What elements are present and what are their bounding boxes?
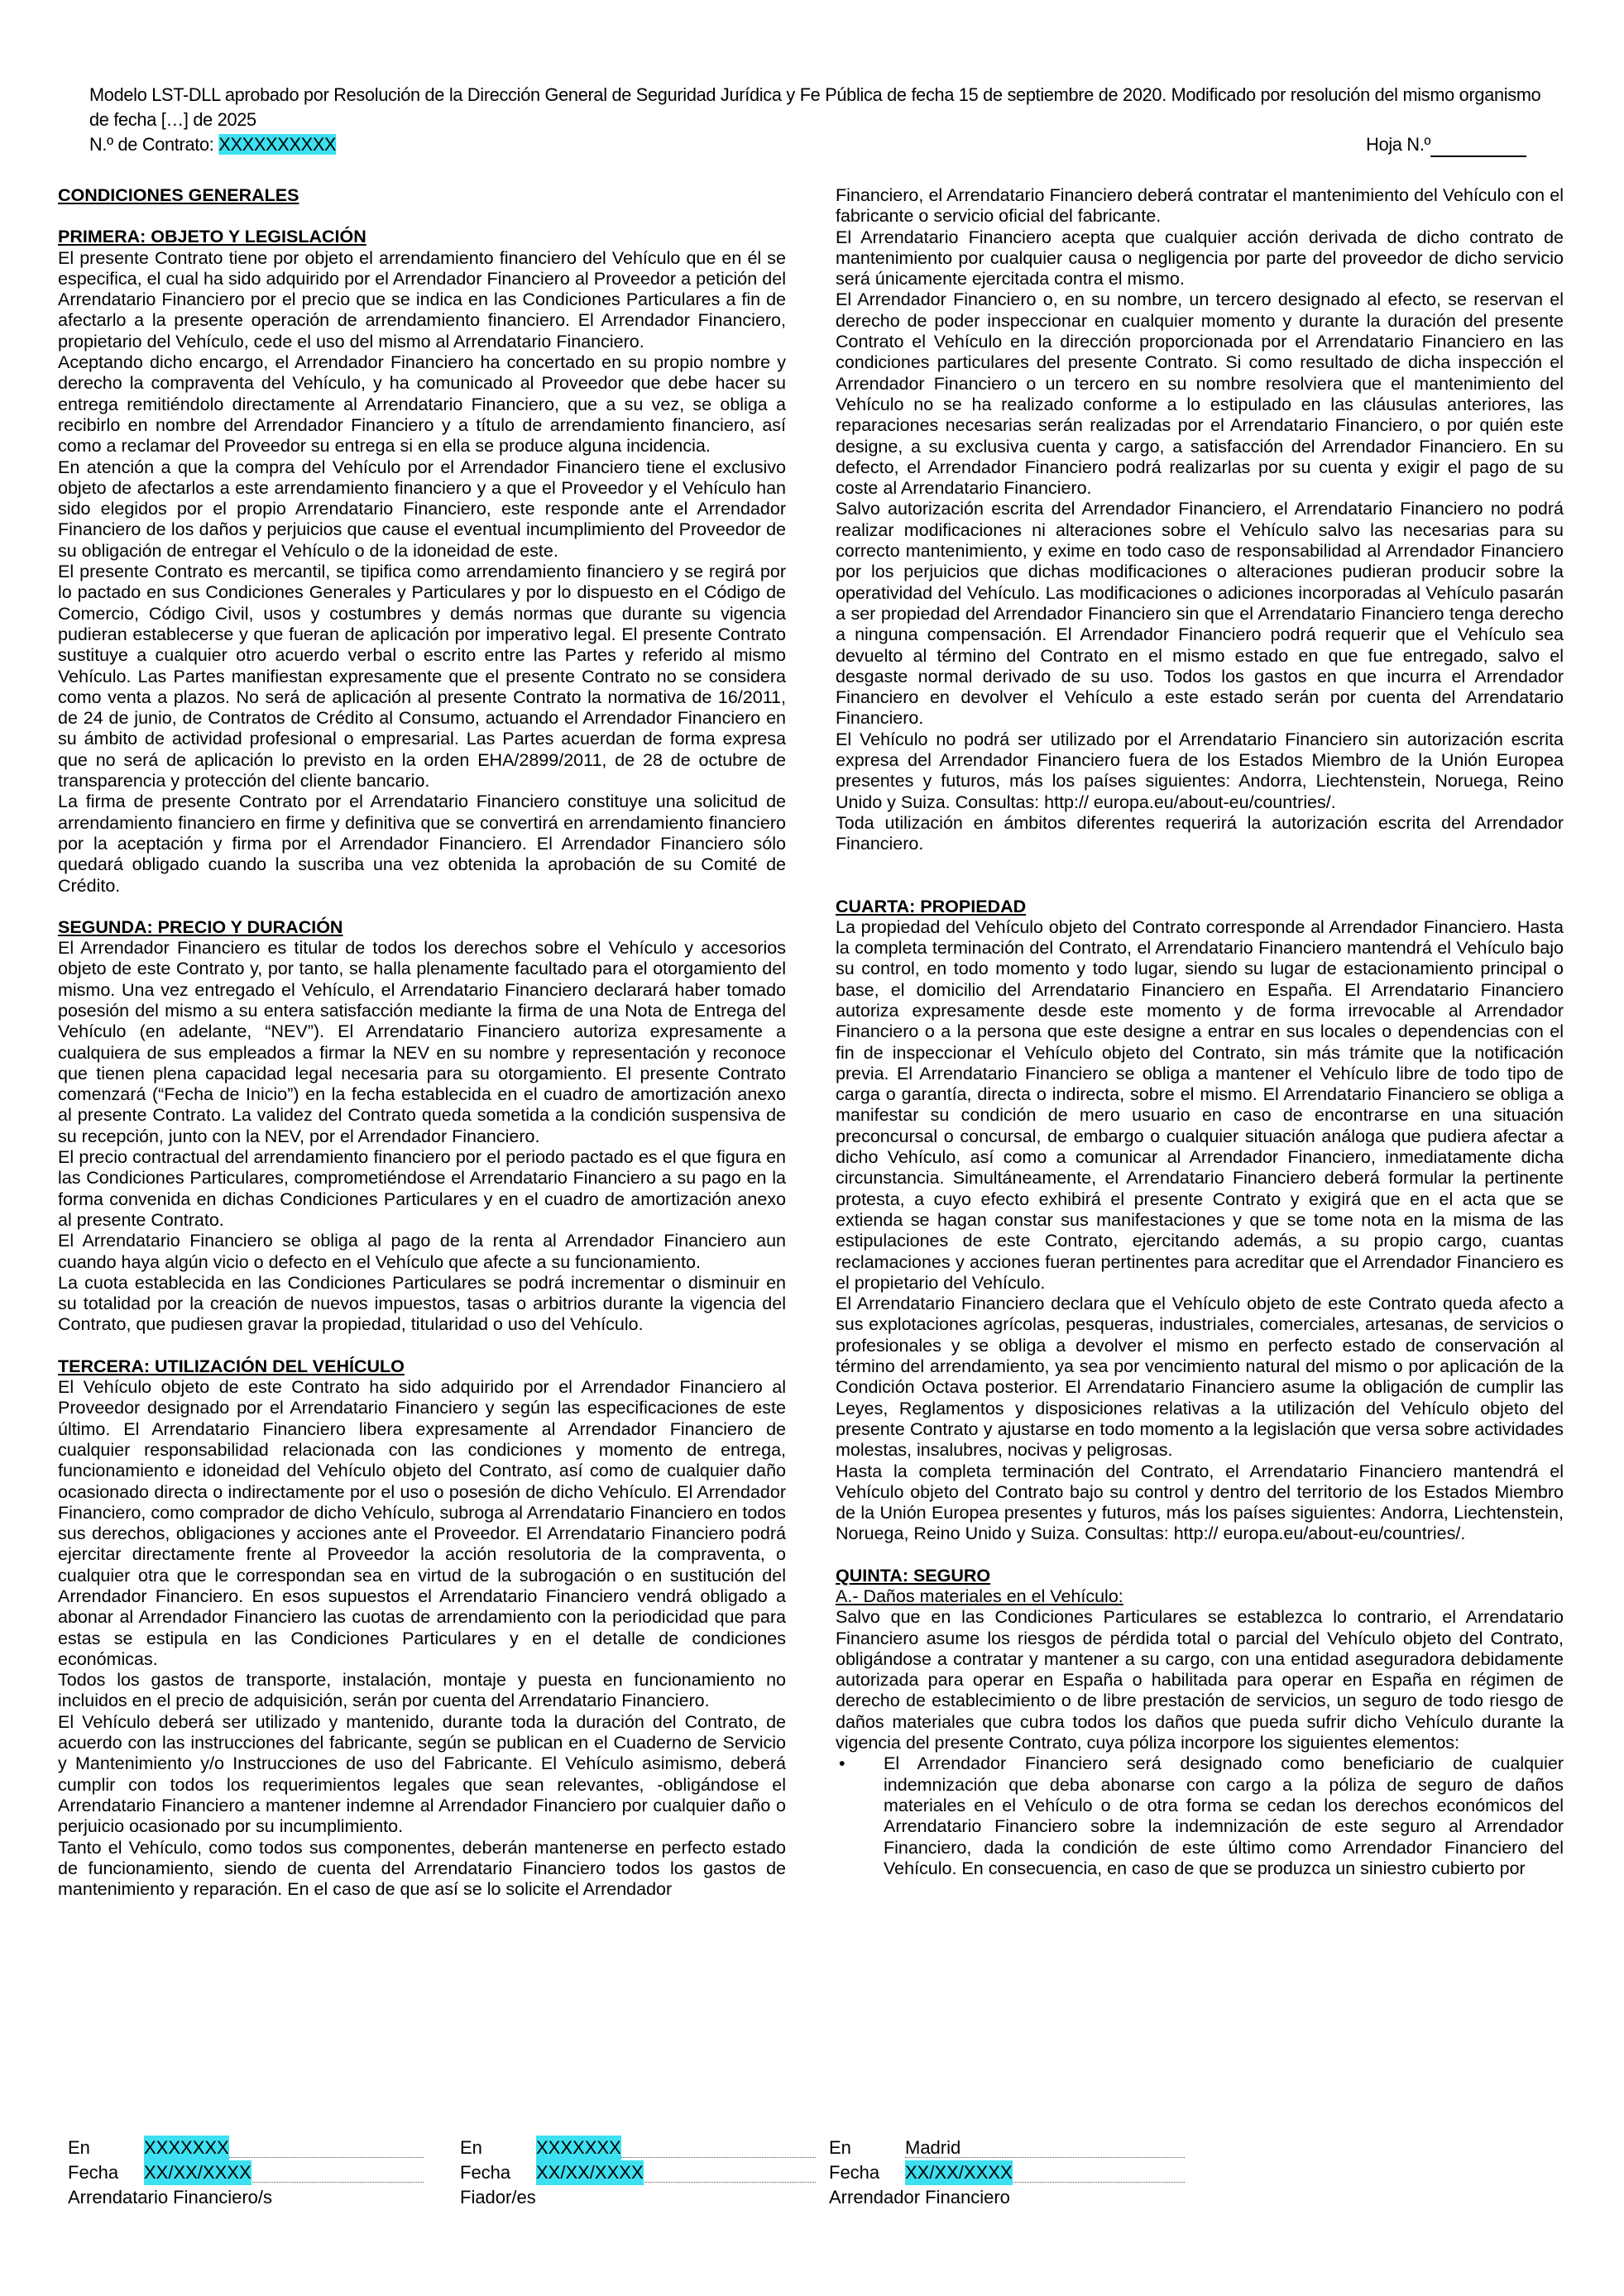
section-4-paragraph: El Arrendatario Financiero declara que el Vehículo objeto de este Contrato queda afecto a sus explotaciones agrícolas, pesqueras, industriales, comerciales, artesanas, de servicios o profesionales y se obliga a devolver el mismo en perfecto estado de conservación al término del arrendamiento, ya sea por vencimiento natural del mismo o por aplicación de la Condición Octava posterior. El Arrendatario Financiero asume la obligación de cumplir las Leyes, Reglamentos y disposiciones relativas a la utilización del Vehículo objeto del presente Contrato y ajustarse en todo momento a la legislación que versa sobre actividades molestas, insalubres, nocivas y peligrosas. <box>836 1294 1564 1461</box>
section-4-heading: CUARTA: PROPIEDAD <box>836 896 1027 916</box>
bullet-icon: • <box>839 1753 846 1774</box>
place-label: En <box>829 2137 851 2158</box>
date-value: XX/XX/XXXX <box>905 2160 1013 2185</box>
sheet-number-label: Hoja N.º <box>1366 134 1431 155</box>
signer-role: Fiador/es <box>460 2187 536 2208</box>
section-1-paragraph: En atención a que la compra del Vehículo por el Arrendador Financiero tiene el exclusivo objeto de afectarlos a este arrendamiento financiero y a que el Proveedor y el Vehículo han sido elegidos por el propio Arrendatario Financiero, este responde ante el Arrendador Financiero de los daños y perjuicios que cause el eventual incumplimiento del Proveedor de su obligación de entregar el Vehículo o de la idoneidad de este. <box>58 457 786 561</box>
section-5-paragraph: Salvo que en las Condiciones Particulares se establezca lo contrario, el Arrendatario Financiero asume los riesgos de pérdida total o parcial del Vehículo objeto del Contrato, obligándose a contratar y mantener a su cargo, con una entidad aseguradora debidamente autorizada para operar en España o habilitada para operar en España en régimen de derecho de establecimiento o de libre prestación de servicios, un seguro de todo riesgo de daños materiales que cubra todos los daños que pueda sufrir dicho Vehículo durante la vigencia del presente Contrato, cuya póliza incorpore los siguientes elementos: <box>836 1607 1564 1753</box>
signature-block-guarantor <box>460 2136 816 2208</box>
section-3-paragraph: El Vehículo no podrá ser utilizado por el Arrendatario Financiero sin autorización escrita expresa del Arrendador Financiero fuera de los Estados Miembro de la Unión Europea presentes y futuros, más los países siguientes: Andorra, Liechtenstein, Noruega, Reino Unido y Suiza. Consultas: http:// europa.eu/about-eu/countries/. <box>836 729 1564 812</box>
section-3-paragraph: El Vehículo deberá ser utilizado y mantenido, durante toda la duración del Contrato, de acuerdo con las instrucciones del fabricante, según se publican en el Cuaderno de Servicio y Mantenimiento y/o Instrucciones de uso del Fabricante. El Vehículo asimismo, deberá cumplir con todos los requerimientos legales que sean relevantes, -obligándose el Arrendatario Financiero a mantener indemne al Arrendador Financiero por cualquier daño o perjuicio ocasionado por su incumplimiento. <box>58 1711 786 1837</box>
section-2-paragraph: La cuota establecida en las Condiciones Particulares se podrá incrementar o disminuir en su totalidad por la creación de nuevos impuestos, tasas o arbitrios durante la vigencia del Contrato, que pudiesen gravar la propiedad, titularidad o uso del Vehículo. <box>58 1272 786 1335</box>
place-value: XXXXXXX <box>536 2136 621 2160</box>
date-value: XX/XX/XXXX <box>536 2160 644 2185</box>
date-label: Fecha <box>460 2162 511 2183</box>
left-column <box>58 185 786 1900</box>
place-value: Madrid <box>905 2137 961 2158</box>
bullet-text: El Arrendador Financiero será designado como beneficiario de cualquier indemnización que deba abonarse con cargo a la póliza de seguro de daños materiales en el Vehículo o de otra forma se cedan los derechos económicos del Arrendatario Financiero sobre la indemnización de este seguro al Arrendador Financiero, dada la condición de este último como Arrendador Financiero del Vehículo. En consecuencia, en caso de que se produzca un siniestro cubierto por <box>884 1753 1564 1878</box>
place-field[interactable] <box>905 2136 1185 2158</box>
section-1-heading: PRIMERA: OBJETO Y LEGISLACIÓN <box>58 227 366 247</box>
place-field[interactable] <box>536 2136 816 2158</box>
section-3-heading: TERCERA: UTILIZACIÓN DEL VEHÍCULO <box>58 1356 405 1376</box>
date-field[interactable] <box>144 2160 424 2183</box>
date-value: XX/XX/XXXX <box>144 2160 252 2185</box>
sheet-number-blank <box>1430 136 1526 157</box>
section-2-paragraph: El Arrendatario Financiero se obliga al pago de la renta al Arrendador Financiero aun cuando haya algún vicio o defecto en el Vehículo que afecte a su funcionamiento. <box>58 1231 786 1272</box>
signer-role: Arrendador Financiero <box>829 2187 1010 2208</box>
general-conditions-title: CONDICIONES GENERALES <box>58 185 299 205</box>
section-5-bullet-item <box>836 1753 1564 1879</box>
place-label: En <box>460 2137 482 2158</box>
section-1-paragraph: El presente Contrato es mercantil, se tipifica como arrendamiento financiero y se regirá por lo pactado en sus Condiciones Generales y Particulares y por lo dispuesto en el Código de Comercio, Código Civil, usos y costumbres y demás normas que durante su vigencia pudieran establecerse y que fueran de aplicación por imperativo legal. El presente Contrato sustituye a cualquier otro acuerdo verbal o escrito entre las Partes y referido al mismo Vehículo. Las Partes manifiestan expresamente que el presente Contrato no se considera como venta a plazos. No será de aplicación al presente Contrato la normativa de 16/2011, de 24 de junio, de Contratos de Crédito al Consumo, actuando el Arrendador Financiero en su ámbito de actividad profesional o empresarial. Las Partes acuerdan de forma expresa que no será de aplicación lo previsto en la orden EHA/2899/2011, de 28 de octubre de transparencia y protección del cliente bancario. <box>58 562 786 792</box>
section-3-paragraph: El Arrendador Financiero o, en su nombre, un tercero designado al efecto, se reservan el derecho de poder inspeccionar en cualquier momento y durante la duración del presente Contrato el Vehículo en la dirección proporcionada por el Arrendatario Financiero en las condiciones particulares del presente Contrato. Si como resultado de dicha inspección el Arrendador Financiero o un tercero en su nombre resolviera que el mantenimiento del Vehículo no se ha realizado conforme a lo estipulado en las cláusulas anteriores, las reparaciones necesarias serán realizadas por el Arrendatario Financiero, o por quién este designe, a su exclusiva cuenta y cargo, a satisfacción del Arrendador Financiero. En su defecto, el Arrendador Financiero podrá realizarlas por su cuenta y exigir el pago de su coste al Arrendatario Financiero. <box>836 289 1564 499</box>
contract-number-row <box>89 132 1559 157</box>
date-field[interactable] <box>905 2160 1185 2183</box>
section-3-paragraph: Toda utilización en ámbitos diferentes requerirá la autorización escrita del Arrendador Financiero. <box>836 812 1564 854</box>
section-1-paragraph: Aceptando dicho encargo, el Arrendador Financiero ha concertado en su propio nombre y derecho la compraventa del Vehículo, y ha comunicado al Proveedor que debe hacer su entrega remitiéndolo directamente al Arrendatario Financiero, que a su vez, se obliga a recibirlo en nombre del Arrendador Financiero y a título de arrendamiento financiero, así como a reclamar del Proveedor su entrega si en ella se produce alguna incidencia. <box>58 352 786 457</box>
date-label: Fecha <box>829 2162 880 2183</box>
signature-block-lessee <box>68 2136 424 2208</box>
section-3-paragraph: Todos los gastos de transporte, instalación, montaje y puesta en funcionamiento no incluidos en el precio de adquisición, serán por cuenta del Arrendatario Financiero. <box>58 1670 786 1711</box>
place-field[interactable] <box>144 2136 424 2158</box>
section-2-paragraph: El precio contractual del arrendamiento financiero por el periodo pactado es el que figura en las Condiciones Particulares, comprometiéndose el Arrendatario Financiero a su pago en la forma convenida en dichas Condiciones Particulares y en el cuadro de amortización anexo al presente Contrato. <box>58 1147 786 1230</box>
contract-number-value: XXXXXXXXXX <box>218 134 337 155</box>
place-value: XXXXXXX <box>144 2136 229 2160</box>
section-1-paragraph: El presente Contrato tiene por objeto el arrendamiento financiero del Vehículo que en él se especifica, el cual ha sido adquirido por el Arrendador Financiero al Proveedor a petición del Arrendatario Financiero por el precio que se indica en las Condiciones Particulares a fin de afectarlo a la presente operación de arrendamiento financiero. El Arrendador Financiero, propietario del Vehículo, cede el uso del mismo al Arrendatario Financiero. <box>58 247 786 352</box>
section-1-paragraph: La firma de presente Contrato por el Arrendatario Financiero constituye una solicitud de arrendamiento financiero en firme y definitiva que se convertirá en arrendamiento financiero por la aceptación y firma por el Arrendador Financiero. El Arrendador Financiero sólo quedará obligado cuando la suscriba una vez obtenida la aprobación de su Comité de Crédito. <box>58 792 786 896</box>
date-field[interactable] <box>536 2160 816 2183</box>
section-3-paragraph: Financiero, el Arrendatario Financiero deberá contratar el mantenimiento del Vehículo con el fabricante o servicio oficial del fabricante. <box>836 185 1564 227</box>
place-label: En <box>68 2137 90 2158</box>
document-header <box>89 83 1559 157</box>
section-2-paragraph: El Arrendador Financiero es titular de todos los derechos sobre el Vehículo y accesorios objeto de este Contrato y, por tanto, se halla plenamente facultado para el otorgamiento del mismo. Una vez entregado el Vehículo, el Arrendatario Financiero declarará haber tomado posesión del mismo a su entera satisfacción mediante la firma de una Nota de Entrega del Vehículo (en adelante, “NEV”). El Arrendatario Financiero autoriza expresamente a cualquiera de sus empleados a firmar la NEV en su nombre y representación y reconoce que tienen plena capacidad legal necesaria para su otorgamiento. El presente Contrato comenzará (“Fecha de Inicio”) en la fecha establecida en el cuadro de amortización anexo al presente Contrato. La validez del Contrato queda sometida a la condición suspensiva de su recepción, junto con la NEV, por el Arrendador Financiero. <box>58 938 786 1146</box>
signature-block-lessor <box>829 2136 1185 2208</box>
contract-number-label: N.º de Contrato: <box>89 134 219 155</box>
section-3-paragraph: Salvo autorización escrita del Arrendador Financiero, el Arrendatario Financiero no podrá realizar modificaciones ni alteraciones sobre el Vehículo salvo las necesarias para su correcto mantenimiento, y exime en todo caso de responsabilidad al Arrendador Financiero por los perjuicios que dichas modificaciones o alteraciones pudieran producir sobre la operatividad del Vehículo. Las modificaciones o adiciones incorporadas al Vehículo pasarán a ser propiedad del Arrendador Financiero sin que el Arrendatario Financiero tenga derecho a ninguna compensación. El Arrendador Financiero podrá requerir que el Vehículo sea devuelto al término del Contrato en el mismo estado en que fue entregado, salvo el desgaste normal derivado de su uso. Todos los gastos en que incurra el Arrendador Financiero en devolver el Vehículo a este estado serán por cuenta del Arrendatario Financiero. <box>836 499 1564 729</box>
section-4-paragraph: La propiedad del Vehículo objeto del Contrato corresponde al Arrendador Financiero. Hasta la completa terminación del Contrato, el Arrendatario Financiero mantendrá el Vehículo bajo su control, en todo momento y todo lugar, siendo su lugar de estacionamiento principal o base, el domicilio del Arrendatario Financiero en España. El Arrendatario Financiero autoriza expresamente desde este momento y de forma irrevocable al Arrendador Financiero o a la persona que este designe a entrar en sus locales o dependencias con el fin de inspeccionar el Vehículo objeto del Contrato, sin más trámite que la notificación previa. El Arrendatario Financiero se obliga a mantener el Vehículo libre de todo tipo de carga o garantía, directa o indirecta, sobre el mismo. El Arrendatario Financiero se obliga a manifestar su condición de mero usuario en caso de encontrarse en una situación preconcursal o concursal, de embargo o cualquier situación análoga que pudiera afectar a dicho Vehículo, así como a comunicar al Arrendador Financiero, inmediatamente dicha circunstancia. Simultáneamente, el Arrendatario Financiero deberá formular la pertinente protesta, a cuyo efecto exhibirá el presente Contrato y exigirá que en el acta que se extienda se hagan constar sus manifestaciones y que se tome nota en la misma de las estipulaciones de este Contrato, ejercitando además, a su propio cargo, cuantas reclamaciones y acciones fueran pertinentes para acreditar que el Arrendador Financiero es el propietario del Vehículo. <box>836 916 1564 1293</box>
section-5-heading: QUINTA: SEGURO <box>836 1565 991 1586</box>
right-column <box>836 185 1564 1879</box>
section-3-paragraph: Tanto el Vehículo, como todos sus componentes, deberán mantenerse en perfecto estado de funcionamiento, siendo de cuenta del Arrendatario Financiero todos los gastos de mantenimiento y reparación. En el caso de que así se lo solicite el Arrendador <box>58 1837 786 1900</box>
section-2-heading: SEGUNDA: PRECIO Y DURACIÓN <box>58 916 343 937</box>
section-3-paragraph: El Vehículo objeto de este Contrato ha sido adquirido por el Arrendador Financiero al Proveedor designado por el Arrendatario Financiero y según las especificaciones de este último. El Arrendatario Financiero libera expresamente al Arrendador Financiero de cualquier responsabilidad relacionada con las condiciones y momento de entrega, funcionamiento e idoneidad del Vehículo objeto del Contrato, así como de cualquier daño ocasionado directa o indirectamente por el uso o posesión de dicho Vehículo. El Arrendador Financiero, como comprador de dicho Vehículo, subroga al Arrendatario Financiero en todos sus derechos, obligaciones y acciones ante el Proveedor. El Arrendatario Financiero podrá ejercitar directamente frente al Proveedor la acción resolutoria de la compraventa, o cualquier otra que le correspondan sea en virtud de la subrogación o en sustitución del Arrendador Financiero. En esos supuestos el Arrendatario Financiero vendrá obligado a abonar al Arrendador Financiero las cuotas de arrendamiento con la periodicidad que para estas se estipula en las Condiciones Particulares y en el detalle de condiciones económicas. <box>58 1377 786 1669</box>
date-label: Fecha <box>68 2162 119 2183</box>
section-3-paragraph: El Arrendatario Financiero acepta que cualquier acción derivada de dicho contrato de mantenimiento por cualquier causa o negligencia por parte del proveedor de dicho servicio será únicamente ejercitada contra el mismo. <box>836 227 1564 289</box>
model-reference-line-2: de fecha […] de 2025 <box>89 109 256 130</box>
model-reference-line-1: Modelo LST-DLL aprobado por Resolución de la Dirección General de Seguridad Jurídica y Fe Pública de fecha 15 de septiembre de 2020. Modificado por resolución del mismo organismo <box>89 84 1541 105</box>
sheet-number <box>1366 132 1526 157</box>
section-4-paragraph: Hasta la completa terminación del Contrato, el Arrendatario Financiero mantendrá el Vehículo objeto del Contrato bajo su control y dentro del territorio de los Estados Miembro de la Unión Europea presentes y futuros, más los países siguientes: Andorra, Liechtenstein, Noruega, Reino Unido y Suiza. Consultas: http:// europa.eu/about-eu/countries/. <box>836 1461 1564 1544</box>
signer-role: Arrendatario Financiero/s <box>68 2187 273 2208</box>
section-5-subheading: A.- Daños materiales en el Vehículo: <box>836 1586 1123 1606</box>
